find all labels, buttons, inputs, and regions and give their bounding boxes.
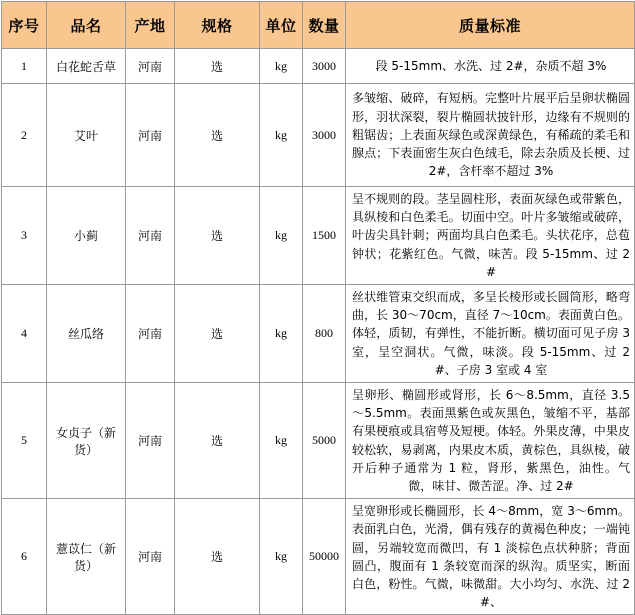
cell-name: 女贞子（新货） bbox=[47, 383, 126, 499]
cell-name: 薏苡仁（新货） bbox=[47, 499, 126, 615]
cell-origin: 河南 bbox=[126, 84, 175, 187]
cell-origin: 河南 bbox=[126, 383, 175, 499]
header-spec: 规格 bbox=[175, 2, 260, 49]
cell-origin: 河南 bbox=[126, 285, 175, 383]
cell-name: 小蓟 bbox=[47, 187, 126, 285]
header-row bbox=[2, 2, 635, 49]
cell-seq: 3 bbox=[2, 187, 47, 285]
cell-standard: 丝状维管束交织而成，多呈长棱形或长圆筒形，略弯曲，长 30～70cm，直径 7～10cm。表面黄白色。体轻，质韧，有弹性，不能折断。横切面可见子房 3 室，呈空洞状。气微，味淡。段 5-15mm、过 2#、子房 3 室或 4 室 bbox=[346, 285, 635, 383]
cell-spec: 选 bbox=[175, 49, 260, 84]
cell-unit: kg bbox=[260, 383, 303, 499]
cell-seq: 5 bbox=[2, 383, 47, 499]
cell-spec: 选 bbox=[175, 84, 260, 187]
quality-standard-table bbox=[1, 1, 635, 615]
cell-qty: 800 bbox=[303, 285, 346, 383]
header-seq: 序号 bbox=[2, 2, 47, 49]
cell-name: 丝瓜络 bbox=[47, 285, 126, 383]
cell-name: 白花蛇舌草 bbox=[47, 49, 126, 84]
header-unit: 单位 bbox=[260, 2, 303, 49]
table-row bbox=[2, 49, 635, 84]
header-name: 品名 bbox=[47, 2, 126, 49]
cell-standard: 呈宽卵形或长椭圆形，长 4～8mm，宽 3～6mm。表面乳白色，光滑，偶有残存的黄褐色种皮；一端钝圆，另端较宽而微凹，有 1 淡棕色点状种脐；背面圆凸，腹面有 1 条较宽而深的纵沟。质坚实，断面白色，粉性。气微，味微甜。大小均匀、水洗、过 2#、 bbox=[346, 499, 635, 615]
header-standard: 质量标准 bbox=[346, 2, 635, 49]
table-row bbox=[2, 499, 635, 615]
cell-seq: 4 bbox=[2, 285, 47, 383]
cell-qty: 50000 bbox=[303, 499, 346, 615]
cell-qty: 3000 bbox=[303, 49, 346, 84]
cell-unit: kg bbox=[260, 49, 303, 84]
cell-origin: 河南 bbox=[126, 187, 175, 285]
cell-spec: 选 bbox=[175, 285, 260, 383]
cell-standard: 多皱缩、破碎，有短柄。完整叶片展平后呈卵状椭圆形，羽状深裂，裂片椭圆状披针形，边缘有不规则的粗锯齿；上表面灰绿色或深黄绿色，有稀疏的柔毛和腺点；下表面密生灰白色绒毛，除去杂质及长梗、过 2#，含杆率不超过 3% bbox=[346, 84, 635, 187]
cell-seq: 2 bbox=[2, 84, 47, 187]
cell-unit: kg bbox=[260, 84, 303, 187]
header-origin: 产地 bbox=[126, 2, 175, 49]
cell-unit: kg bbox=[260, 285, 303, 383]
cell-name: 艾叶 bbox=[47, 84, 126, 187]
table-row bbox=[2, 383, 635, 499]
cell-standard: 呈卵形、椭圆形或肾形，长 6～8.5mm，直径 3.5～5.5mm。表面黑紫色或灰黑色，皱缩不平，基部有果梗痕或具宿萼及短梗。体轻。外果皮薄，中果皮较松软，易剥离，内果皮木质，黄棕色，具纵棱，破开后种子通常为 1 粒，肾形，紫黑色，油性。气微，味甘、微苦涩。净、过 2# bbox=[346, 383, 635, 499]
cell-standard: 段 5-15mm、水洗、过 2#，杂质不超 3% bbox=[346, 49, 635, 84]
cell-qty: 1500 bbox=[303, 187, 346, 285]
cell-spec: 选 bbox=[175, 499, 260, 615]
cell-origin: 河南 bbox=[126, 499, 175, 615]
table-row bbox=[2, 285, 635, 383]
cell-spec: 选 bbox=[175, 187, 260, 285]
cell-spec: 选 bbox=[175, 383, 260, 499]
cell-unit: kg bbox=[260, 499, 303, 615]
cell-seq: 1 bbox=[2, 49, 47, 84]
cell-seq: 6 bbox=[2, 499, 47, 615]
cell-qty: 3000 bbox=[303, 84, 346, 187]
table-row bbox=[2, 187, 635, 285]
cell-standard: 呈不规则的段。茎呈圆柱形，表面灰绿色或带紫色，具纵棱和白色柔毛。切面中空。叶片多皱缩或破碎，叶齿尖具针刺；两面均具白色柔毛。头状花序，总苞钟状；花紫红色。气微，味苦。段 5-15mm、过 2# bbox=[346, 187, 635, 285]
table-row bbox=[2, 84, 635, 187]
header-qty: 数量 bbox=[303, 2, 346, 49]
cell-origin: 河南 bbox=[126, 49, 175, 84]
cell-qty: 5000 bbox=[303, 383, 346, 499]
cell-unit: kg bbox=[260, 187, 303, 285]
